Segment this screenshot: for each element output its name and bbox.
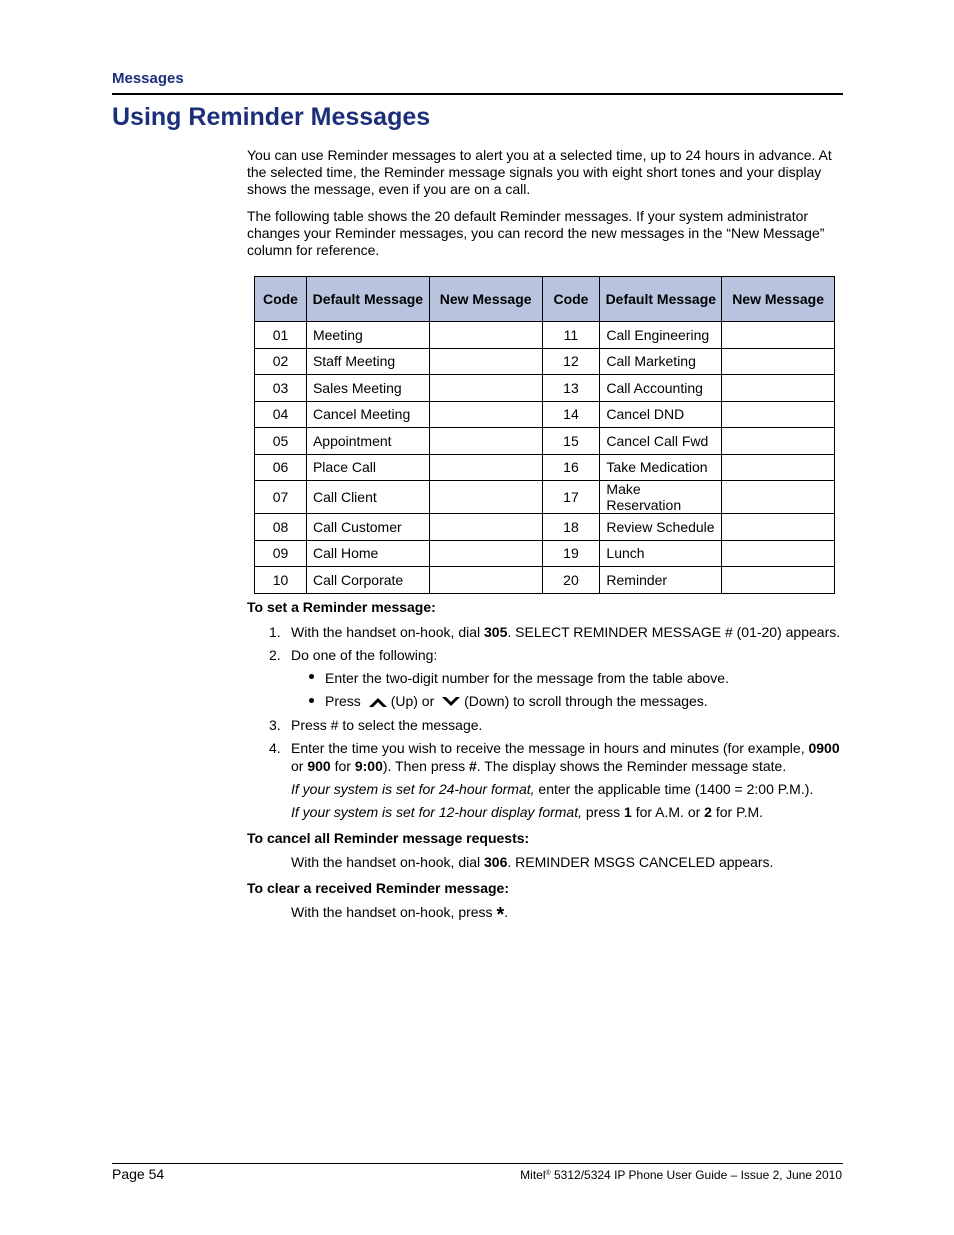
table-cell: Take Medication: [600, 454, 722, 481]
star-key-icon: *: [496, 904, 505, 926]
table-cell: 14: [542, 401, 600, 428]
clear-reminder-instruction: With the handset on-hook, press *.: [291, 904, 509, 926]
step-3: Press # to select the message.: [291, 717, 483, 733]
step-number: 3.: [269, 717, 281, 733]
table-cell: Call Marketing: [600, 348, 722, 375]
table-cell: Call Accounting: [600, 375, 722, 402]
document-title: Mitel® 5312/5324 IP Phone User Guide – Issue 2, June 2010: [520, 1168, 842, 1182]
table-cell: [429, 454, 542, 481]
table-cell: 11: [542, 322, 600, 349]
table-cell: Cancel DND: [600, 401, 722, 428]
column-header: Default Message: [306, 277, 429, 322]
table-row: [255, 322, 835, 349]
table-cell: [429, 428, 542, 455]
table-cell: [429, 514, 542, 541]
table-cell: Call Engineering: [600, 322, 722, 349]
table-row: [255, 540, 835, 567]
table-cell: Call Customer: [306, 514, 429, 541]
table-cell: 04: [255, 401, 307, 428]
table-cell: 02: [255, 348, 307, 375]
table-cell: Cancel Call Fwd: [600, 428, 722, 455]
table-cell: [722, 348, 835, 375]
table-cell: [722, 567, 835, 594]
table-cell: 15: [542, 428, 600, 455]
table-cell: [722, 401, 835, 428]
table-cell: [722, 454, 835, 481]
table-cell: 07: [255, 481, 307, 514]
step-4-note-12h: If your system is set for 12-hour display format, press 1 for A.M. or 2 for P.M.: [291, 804, 764, 820]
table-cell: 13: [542, 375, 600, 402]
table-cell: Appointment: [306, 428, 429, 455]
table-cell: Call Home: [306, 540, 429, 567]
table-row: [255, 401, 835, 428]
table-cell: 20: [542, 567, 600, 594]
set-reminder-heading: To set a Reminder message:: [247, 599, 436, 615]
table-cell: 16: [542, 454, 600, 481]
table-cell: Cancel Meeting: [306, 401, 429, 428]
table-cell: [429, 540, 542, 567]
table-cell: 19: [542, 540, 600, 567]
table-cell: 08: [255, 514, 307, 541]
table-cell: [429, 322, 542, 349]
table-cell: 01: [255, 322, 307, 349]
table-cell: Meeting: [306, 322, 429, 349]
table-row: [255, 567, 835, 594]
table-header-row: [255, 277, 835, 322]
page-number: Page 54: [112, 1166, 165, 1182]
bullet-icon: [309, 674, 314, 679]
table-cell: [722, 481, 835, 514]
step-2: Do one of the following:: [291, 647, 438, 663]
clear-reminder-heading: To clear a received Reminder message:: [247, 880, 509, 896]
reminder-messages-table: [254, 276, 835, 594]
table-cell: 09: [255, 540, 307, 567]
page-title: Using Reminder Messages: [112, 103, 431, 131]
table-cell: Lunch: [600, 540, 722, 567]
column-header: Default Message: [600, 277, 722, 322]
table-cell: 03: [255, 375, 307, 402]
intro-paragraph-1: You can use Reminder messages to alert you at a selected time, up to 24 hours in advance. At the selected time, the Reminder message signals you with eight short tones and your display shows the message, even if you are on a call.: [247, 147, 832, 197]
table-cell: [722, 375, 835, 402]
header-divider: [112, 93, 843, 95]
table-row: [255, 514, 835, 541]
table-cell: [722, 428, 835, 455]
table-row: [255, 454, 835, 481]
table-row: [255, 348, 835, 375]
down-arrow-icon: [441, 696, 461, 708]
table-cell: [722, 514, 835, 541]
cancel-reminders-heading: To cancel all Reminder message requests:: [247, 830, 530, 846]
table-cell: Review Schedule: [600, 514, 722, 541]
step-1: With the handset on-hook, dial 305. SELECT REMINDER MESSAGE # (01-20) appears.: [291, 624, 841, 640]
table-cell: 06: [255, 454, 307, 481]
table-cell: [429, 567, 542, 594]
footer-divider: [112, 1163, 843, 1164]
section-label: Messages: [112, 70, 184, 87]
step-number: 1.: [269, 624, 281, 640]
table-cell: [429, 401, 542, 428]
table-cell: 05: [255, 428, 307, 455]
table-cell: 18: [542, 514, 600, 541]
bullet-icon: [309, 698, 314, 703]
step-number: 2.: [269, 647, 281, 663]
step-4-line-2: or 900 for 9:00). Then press #. The display shows the Reminder message state.: [291, 758, 787, 774]
table-row: [255, 375, 835, 402]
table-cell: Call Client: [306, 481, 429, 514]
table-cell: [429, 375, 542, 402]
column-header: Code: [255, 277, 307, 322]
step-4-note-24h: If your system is set for 24-hour format, enter the applicable time (1400 = 2:00 P.M.).: [291, 781, 814, 797]
table-cell: Call Corporate: [306, 567, 429, 594]
table-cell: Place Call: [306, 454, 429, 481]
step-4-line-1: Enter the time you wish to receive the message in hours and minutes (for example, 0900: [291, 740, 840, 756]
table-cell: 12: [542, 348, 600, 375]
column-header: Code: [542, 277, 600, 322]
bullet-item-1: Enter the two-digit number for the message from the table above.: [325, 670, 729, 686]
step-number: 4.: [269, 740, 281, 756]
table-cell: Reminder: [600, 567, 722, 594]
table-cell: [722, 322, 835, 349]
table-row: [255, 428, 835, 455]
table-row: [255, 481, 835, 514]
cancel-reminders-instruction: With the handset on-hook, dial 306. REMINDER MSGS CANCELED appears.: [291, 854, 774, 870]
column-header: New Message: [429, 277, 542, 322]
table-cell: Make Reservation: [600, 481, 722, 514]
table-cell: [429, 348, 542, 375]
bullet-item-2: Press (Up) or (Down) to scroll through the messages.: [325, 693, 708, 709]
table-cell: 10: [255, 567, 307, 594]
table-cell: [722, 540, 835, 567]
table-cell: 17: [542, 481, 600, 514]
table-cell: Sales Meeting: [306, 375, 429, 402]
table-cell: Staff Meeting: [306, 348, 429, 375]
intro-paragraph-2: The following table shows the 20 default Reminder messages. If your system administrator changes your Reminder messages, you can record the new messages in the “New Message” column for reference.: [247, 208, 825, 258]
up-arrow-icon: [368, 696, 388, 708]
column-header: New Message: [722, 277, 835, 322]
table-cell: [429, 481, 542, 514]
